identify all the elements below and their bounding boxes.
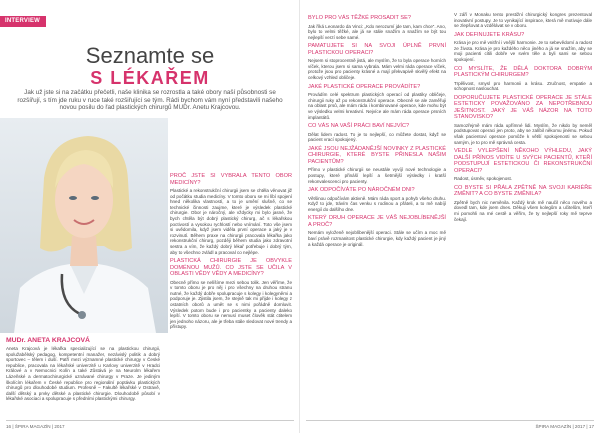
page-footer: ŠPIRA MAGAZÍN | 2017 | 17 [535,424,594,429]
page-title-highlight: S LÉKAŘEM [90,68,210,88]
qa-block [308,84,446,120]
answer: Nejsem si stoprocentně jistá, ale myslím, že to byla operace horních víček, kterou jsem si sama vybrala. Mám velmi ráda operace víček, protože jsou pro pacienty krásné a mají překvapivě skvělý efekt na celkový vzhled obličeje. [308,58,446,81]
qa-block [454,148,592,182]
question: PLASTICKÁ CHIRURGIE JE OBVYKLE DOMÉNOU MUŽŮ. CO JSTE SE UČILA V OBLASTI VĚDY VĚDY A MEDICÍNY? [170,258,292,278]
doctor-bio: Aneta Krajcová je lékařka specializující se na plastickou chirurgii, spolužabělský pedagog, kompetentní manažer, nezávislý politik a dobrý sportovec – tělem i duší. Patří mezi významné plastické chirurgy v České republice, pracovala na lékařské univerzitě u Karlovy univerzitě v Hradci Králové a v Nemocnici Kolín a také Zůstává je na Neurolm lékařem Lázeňské a dermatochirurgické uznávané chirurgy v Praze. Je jediným školícím lékařem v České republice pro regionální poptávku plastických chirurgů pro dlouhodobé studium. Profesně – Fakultě lékařské v Ostravě, další dětský a prvky dětské a plastické chirurgie. Dlouhodobě působí v lékařské asociaci a spolupracuje s předními plastickými chirurgy. [6,346,160,402]
answer: V září v Monaku tento prestižní chirurgický kongres prezentoval inovativní postupy. Je to vynikající inspirace, která mě motivuje dále se zlepšovat a vzdělávat se v oboru. [454,12,592,29]
answer: Provádím celé spektrum plastických operací od plastiky obličeje, chirurgii ruky až po rekonstrukční operace. Obecně se ale zaměřuji na oblast prsů, ale mám ráda i kombinované operace, kde mohu být ve výsledku velmi kreativní. Nejvíce ale mám ráda operace prsních implantátů. [308,92,446,120]
qa-block [308,146,446,184]
qa-block [454,185,592,222]
question: CO MYSLÍTE, ŽE DĚLÁ DOKTORA DOBRÝM PLASTICKÝM CHIRURGEM? [454,65,592,79]
right-qa-column-2 [454,12,592,224]
intro-paragraph: Jak už jste si na začátku přečetli, naše klinika se rozrostla a také obory naší působnosti se rozšířují, s tím jde ruku v ruce také rozšiřující se tým. Rádi bychom vám nyní představili našeho novou posilu do řad plastických chirurgů MUDr. Anetu Krajcovou. [17,89,283,112]
answer: Krása je pro mě vnitřní i vnější harmonie. Je to sebevědomí a radost ze života. Krása je pro každého něco jiného a já se snažím, aby se moji pacienti cítili dobře ve svém těle a byli sami se sebou spokojení. [454,40,592,63]
question: JAK ODPOČÍVÁTE PO NÁROČNÉM DNI? [308,187,415,194]
question: BYLO PRO VÁS TĚŽKÉ PROSADIT SE? [308,15,412,21]
answer: Většinou odpočívám aktivně. Mám ráda sport a pohyb všeho druhu. Když to jde, trávím čas venku s rodinou a přáteli, a to mě nabíjí energií do dalšího dne. [308,195,446,212]
answer: Přímo v plastické chirurgii se neustále vyvíjí nové technologie a postupy, které přináší lepší a šetrnější výsledky i kratší rekonvalescenci pro pacienty. [308,167,446,184]
doctor-caption [0,333,164,421]
question: PROČ JSTE SI VYBRALA TENTO OBOR MEDICÍNY? [170,173,292,186]
question: PAMATUJETE SI NA SVOJI ÚPLNĚ PRVNÍ PLASTICKOU OPERACI? [308,43,446,56]
answer: Obecně přímo se nelíšíme mezi sebou tolik. Jen věříme, že v tomto oboru je pro něj i pro všechny na druhou stranu nutné, že každý dobře spolupracuje s kolegy i kolegyněmi a podporuje je. Zjistila jsem, že stejně tak mi přijde i kolegy z ostatních oborů a umět se s nimi pořádně domluvit. Výsledek potom bude i pro pacientky a pacienty daleko lepší. V tomto oboru se nemusí muset člověk stát ctitelem jen jednoho názoru, ale je třeba stále sledovat nové trendy a přístupy. [170,279,292,330]
answer: Trpělivost, smysl pro harmonii a krásu. Zručnost, empatie a schopnost naslouchat. [454,80,592,92]
answer: Dělat lidem radost. To je to nejlepší, co můžete dostat, když se pacient vrací spokojený. [308,131,446,143]
question: JAKÉ PLASTICKÉ OPERACE PROVÁDÍTE? [308,83,421,90]
page-footer: 16 | ŠPIRA MAGAZÍN | 2017 [6,424,65,429]
answer: Zpětně bych nic neměnila. Každý krok mě naučil něco nového a dovedl tam, kde jsem dnes. Děkuji všem kolegům a učitelům, kteří mi pomohli na mé cestě a věřím, že ty nejlepší roky mě teprve čekají. [454,199,592,222]
left-qa-column [170,170,292,332]
question: JAKÉ JSOU NEJŽÁDANĚJŠÍ NOVINKY Z PLASTICKÉ CHIRURGIE, KTERÉ BYSTE PŘINESLA NAŠIM PACIENTŮM? [308,145,446,165]
qa-block [308,43,446,80]
answer: Jak říká Leonardo da Vinci: „Kdo nerozumí jde tam, kam chce“. Ano, bylo to velmi těžké, ale já se stále snažím a snažím se být tou nejlepší verzí sebe samé. [308,23,446,40]
qa-block [454,12,592,29]
qa-block [308,215,446,247]
doctor-name: MUDr. ANETA KRAJCOVÁ [6,337,90,344]
question: CO VÁS NA VAŠÍ PRÁCI BAVÍ NEJVÍC? [308,123,410,130]
answer: Radost, úsměv, spokojenost. [454,176,513,182]
qa-block [308,15,446,40]
qa-block [454,66,592,92]
answer: Samozřejmě mám ráda upřímné lidi. Myslím, že nikdo by neměl podstupovat operaci jen proto, aby se zalíbil někomu jinému. Pokud však pacientovi operace pomůže k větší spokojenosti se sebou samým, je to pro mě správná cesta. [454,122,592,145]
portrait-illustration [0,118,168,333]
qa-block [454,95,592,145]
qa-block [454,32,592,63]
question: CO BYSTE SI PŘÁLA ZPĚTNĚ NA SVOJI KARIÉŘE ZMĚNIT? A CO BYSTE ZMĚNILA? [454,184,592,198]
section-tag: INTERVIEW [0,16,46,27]
question: VEDLE VYLEPŠENÍ NĚKOHO VÝHLEDU, JAKÝ DALŠÍ PŘÍNOS VIDÍTE U SVÝCH PACIENTŮ, KTEŘÍ PODSTUPUJÍ ESTETICKOU ČI REKONSTRUKČNÍ OPERACI? [454,148,592,174]
question: DOPORUČUJETE PLASTICKÉ OPERACE JE STÁLE ESTETICKY POVAŽOVÁNO ZA NEPOTŘEBNOU JEŠITNOST. JAKÝ JE VÁŠ NÁZOR NA TOTO STANOVISKO? [454,94,592,121]
answer: Nemám vyloženě nejoblíbenější operaci. Stále se učím a moc mě baví právě rozmanitost plastické chirurgie, kdy každý pacient je jiný a každá operace je originál. [308,230,446,247]
right-page [300,0,600,433]
question: JAK DEFINUJETE KRÁSU? [454,31,525,38]
right-qa-column-1 [308,12,446,249]
page-title: Seznamte se [85,43,215,68]
qa-block [308,123,446,143]
footer-rule [306,420,594,421]
footer-rule [6,420,294,421]
qa-block [308,187,446,212]
answer: Plastické a rekonstrukční chirurgii jsem se chtěla věnovat již od počátku studia medicíny. V tomto oboru se mi líbí spojení hned několika vlastností, a to je umění slušně, co se technické činnosti zaujme, které je výsledek plastické chirurgie. Obor je náročný, ale vždycky mi bylo jasné, že bych chtěla být dobrý plastický chirurg, ač s lékařskou poctivostí a vysokou rychlostí nebo vnímání. Toto vše jsem si uvědomila, když jsem viděla první operace a jaký je v rozvinutí. Během praxe na chirurgii pracovala lékařka jako rekonstrukční chirurg, později během studia jako zdravotní sestra a vím, že každý dobrý lékař potřebuje i dobrý tým, aby to všechno zvládl a pracoval co nejlépe. [170,188,292,255]
doctor-portrait-photo [0,118,168,333]
question: KTERÝ DRUH OPERACE JE VÁŠ NEJOBLÍBENĚJŠÍ A PROČ? [308,215,446,228]
